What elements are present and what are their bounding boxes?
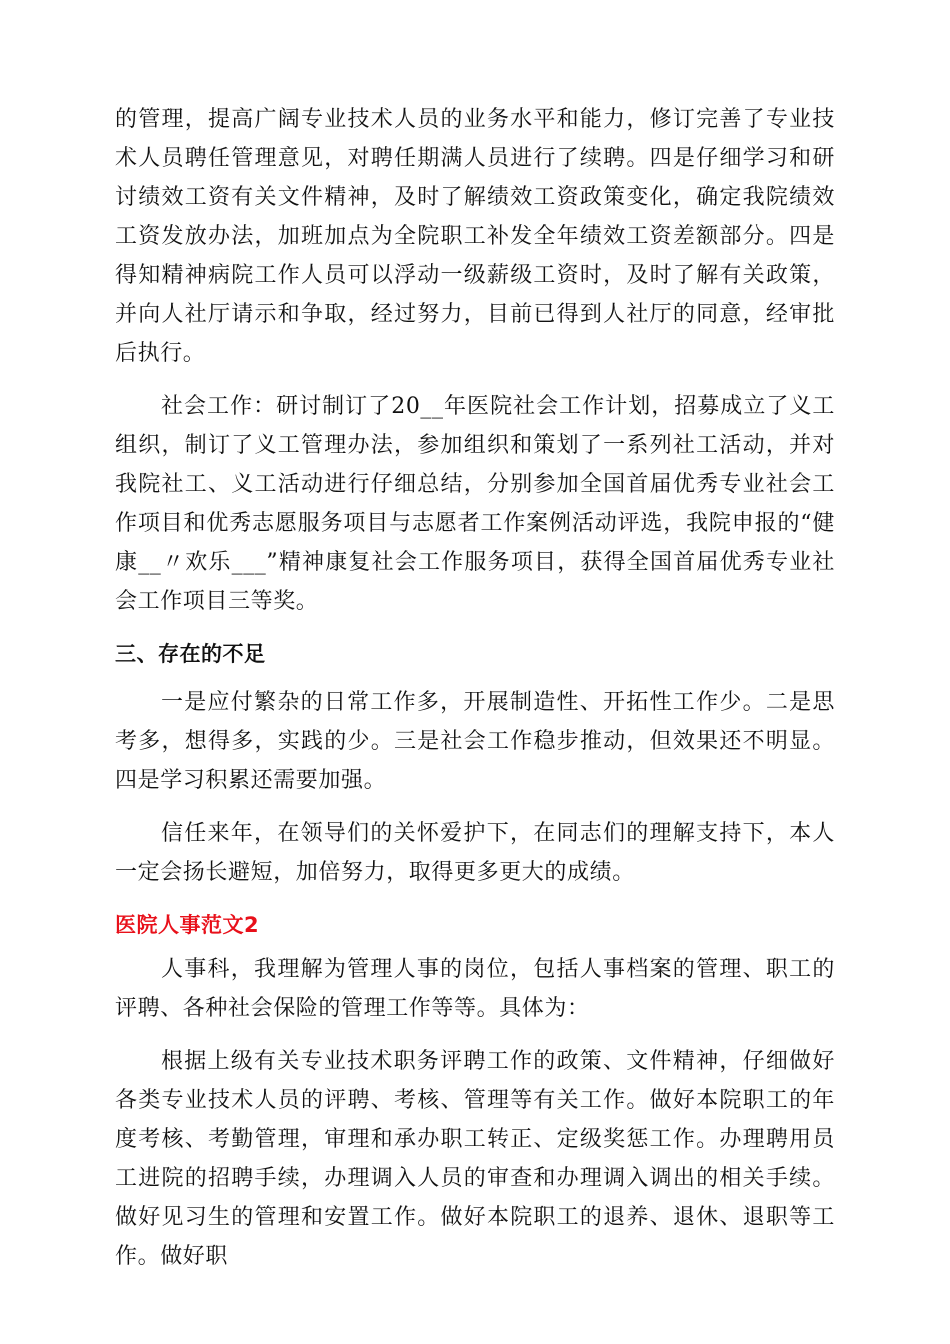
paragraph-social-work: 社会工作：研讨制订了20__年医院社会工作计划，招募成立了义工组织，制订了义工管理办法，参加组织和策划了一系列社工活动，并对我院社工、义工活动进行仔细总结，分别参加全国首届优秀专业社会工作项目和优秀志愿服务项目与志愿者工作案例活动评选，我院申报的“健康__〃欢乐___”精神康复社会工作服务项目，获得全国首届优秀专业社会工作项目三等奖。 bbox=[115, 394, 835, 614]
paragraph-intro: 人事科，我理解为管理人事的岗位，包括人事档案的管理、职工的评聘、各种社会保险的管理工作等等。具体为： bbox=[115, 957, 835, 1021]
article-title: 医院人事范文2 bbox=[115, 913, 260, 937]
paragraph-future: 信任来年，在领导们的关怀爱护下，在同志们的理解支持下，本人一定会扬长避短，加倍努力，取得更多更大的成绩。 bbox=[115, 821, 835, 885]
paragraph-shortcomings: 一是应付繁杂的日常工作多，开展制造性、开拓性工作少。二是思考多，想得多，实践的少。三是社会工作稳步推动，但效果还不明显。四是学习积累还需要加强。 bbox=[115, 690, 835, 793]
section-heading-shortcomings: 三、存在的不足 bbox=[115, 642, 266, 666]
paragraph-continued: 的管理，提高广阔专业技术人员的业务水平和能力，修订完善了专业技术人员聘任管理意见，对聘任期满人员进行了续聘。四是仔细学习和研讨绩效工资有关文件精神，及时了解绩效工资政策变化，确定我院绩效工资发放办法，加班加点为全院职工补发全年绩效工资差额部分。四是得知精神病院工作人员可以浮动一级薪级工资时，及时了解有关政策，并向人社厅请示和争取，经过努力，目前已得到人社厅的同意，经审批后执行。 bbox=[115, 107, 835, 366]
paragraph-duties: 根据上级有关专业技术职务评聘工作的政策、文件精神，仔细做好各类专业技术人员的评聘、考核、管理等有关工作。做好本院职工的年度考核、考勤管理，审理和承办职工转正、定级奖惩工作。办理聘用员工进院的招聘手续，办理调入人员的审查和办理调入调出的相关手续。做好见习生的管理和安置工作。做好本院职工的退养、退休、退职等工作。做好职 bbox=[115, 1049, 835, 1269]
document-page bbox=[115, 100, 835, 1276]
